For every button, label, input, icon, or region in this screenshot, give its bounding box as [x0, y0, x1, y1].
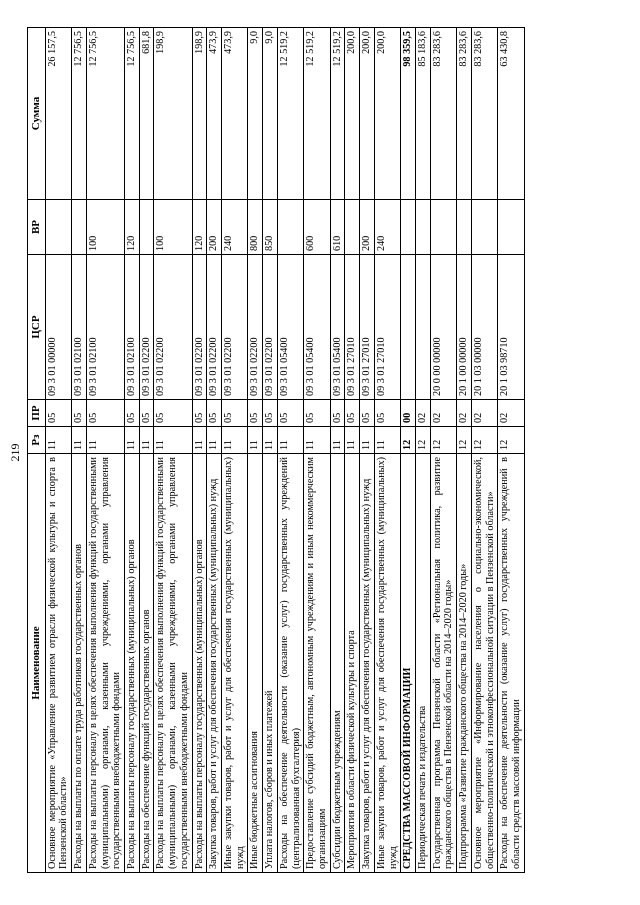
row-csr: 09 3 01 02200 [263, 255, 278, 400]
row-name: СРЕДСТВА МАССОВОЙ ИНФОРМАЦИИ [401, 454, 416, 873]
row-pr: 05 [360, 400, 375, 427]
row-pr: 05 [154, 400, 192, 427]
row-sum: 83 283,6 [471, 28, 497, 200]
row-vr [498, 200, 524, 255]
row-name: Периодическая печать и издательства [416, 454, 431, 873]
table-row [192, 28, 207, 873]
row-name: Расходы на выплаты персоналу государственных (муниципальных) органов [124, 454, 139, 873]
row-csr: 09 3 01 05400 [304, 255, 330, 400]
table-row [72, 28, 87, 873]
row-vr [45, 200, 71, 255]
row-pr: 05 [263, 400, 278, 427]
row-sum: 473,9 [207, 28, 222, 200]
row-vr: 120 [192, 200, 207, 255]
row-sum: 200,0 [345, 28, 360, 200]
table-row [401, 28, 416, 873]
row-name: Иные закупки товаров, работ и услуг для обеспечения государственных (муниципальных) нужд [221, 454, 247, 873]
row-csr: 09 3 01 00000 [45, 255, 71, 400]
row-sum: 200,0 [374, 28, 400, 200]
row-name: Мероприятия в области физической культуры и спорта [345, 454, 360, 873]
table-row [263, 28, 278, 873]
row-csr: 20 1 03 00000 [471, 255, 497, 400]
table-row [45, 28, 71, 873]
row-name: Уплата налогов, сборов и иных платежей [263, 454, 278, 873]
row-vr [345, 200, 360, 255]
row-sum: 9,0 [263, 28, 278, 200]
row-rz: 11 [207, 427, 222, 454]
row-vr [430, 200, 456, 255]
header-csr: ЦСР [28, 255, 46, 400]
row-name: Закупка товаров, работ и услуг для обеспечения государственных (муниципальных) нужд [207, 454, 222, 873]
table-row [430, 28, 456, 873]
row-sum: 12 519,2 [277, 28, 303, 200]
row-vr [471, 200, 497, 255]
row-pr: 05 [86, 400, 124, 427]
row-sum: 63 430,8 [498, 28, 524, 200]
row-pr: 05 [374, 400, 400, 427]
row-vr: 800 [248, 200, 263, 255]
row-csr: 09 3 01 27010 [374, 255, 400, 400]
row-csr: 09 3 01 02200 [192, 255, 207, 400]
row-pr: 02 [416, 400, 431, 427]
row-csr: 09 3 01 27010 [360, 255, 375, 400]
row-csr: 09 3 01 05400 [330, 255, 345, 400]
table-row [330, 28, 345, 873]
row-pr: 02 [430, 400, 456, 427]
row-name: Основное мероприятие «Информирование населения о социально-экономической, общественно-политической и этноконфессиональной ситуации в Пензенской области» [471, 454, 497, 873]
row-name: Расходы на обеспечение деятельности (оказание услуг) государственных учреждений в области средств массовой информации [498, 454, 524, 873]
row-name: Подпрограмма «Развитие гражданского общества на 2014–2020 годы» [457, 454, 472, 873]
row-rz: 12 [416, 427, 431, 454]
row-rz: 11 [248, 427, 263, 454]
row-name: Расходы на выплаты персоналу государственных (муниципальных) органов [192, 454, 207, 873]
row-pr: 05 [192, 400, 207, 427]
row-rz: 11 [45, 427, 71, 454]
row-vr [277, 200, 303, 255]
row-csr: 09 3 01 02200 [207, 255, 222, 400]
header-sum: Сумма [28, 28, 46, 200]
row-rz: 11 [124, 427, 139, 454]
row-rz: 11 [192, 427, 207, 454]
row-name: Расходы на выплаты персоналу в целях обеспечения выполнения функций государственными (муниципальными) органами, казенными учреждениями, органами управления государственными внебюджетными фондами [154, 454, 192, 873]
row-pr: 02 [471, 400, 497, 427]
header-name: Наименование [28, 454, 46, 873]
row-vr: 100 [86, 200, 124, 255]
row-name: Иные бюджетные ассигнования [248, 454, 263, 873]
page-number: 219 [8, 443, 22, 462]
row-pr: 05 [139, 400, 154, 427]
row-csr: 20 1 03 98710 [498, 255, 524, 400]
row-vr: 100 [154, 200, 192, 255]
row-name: Субсидии бюджетным учреждениям [330, 454, 345, 873]
table-row [86, 28, 124, 873]
row-pr: 00 [401, 400, 416, 427]
table-row [277, 28, 303, 873]
row-sum: 12 756,5 [72, 28, 87, 200]
row-pr: 05 [221, 400, 247, 427]
row-csr: 09 3 01 02200 [139, 255, 154, 400]
row-csr: 09 3 01 02200 [221, 255, 247, 400]
row-rz: 11 [345, 427, 360, 454]
row-rz: 11 [304, 427, 330, 454]
table-row [457, 28, 472, 873]
row-pr: 05 [207, 400, 222, 427]
header-vr: ВР [28, 200, 46, 255]
row-name: Основное мероприятие «Управление развитием отрасли физической культуры и спорта в Пензенской области» [45, 454, 71, 873]
table-row [374, 28, 400, 873]
row-name: Предоставление субсидий бюджетным, автономным учреждениям и иным некоммерческим организациям [304, 454, 330, 873]
row-name: Расходы на обеспечение функций государственных органов [139, 454, 154, 873]
row-rz: 12 [457, 427, 472, 454]
row-sum: 12 756,5 [124, 28, 139, 200]
row-rz: 11 [139, 427, 154, 454]
row-rz: 11 [374, 427, 400, 454]
row-rz: 11 [221, 427, 247, 454]
row-vr [401, 200, 416, 255]
row-pr: 05 [72, 400, 87, 427]
budget-table [27, 27, 525, 873]
row-sum: 83 283,6 [430, 28, 456, 200]
row-rz: 12 [498, 427, 524, 454]
row-csr: 09 3 01 02200 [154, 255, 192, 400]
row-pr: 05 [330, 400, 345, 427]
row-vr: 240 [374, 200, 400, 255]
row-pr: 02 [457, 400, 472, 427]
table-row [221, 28, 247, 873]
row-rz: 11 [263, 427, 278, 454]
row-rz: 11 [360, 427, 375, 454]
row-vr: 850 [263, 200, 278, 255]
row-csr: 09 3 01 02100 [86, 255, 124, 400]
row-rz: 11 [72, 427, 87, 454]
row-csr [401, 255, 416, 400]
row-rz: 11 [330, 427, 345, 454]
row-rz: 11 [154, 427, 192, 454]
table-row [207, 28, 222, 873]
row-vr: 120 [124, 200, 139, 255]
row-rz: 11 [86, 427, 124, 454]
row-csr: 20 1 00 00000 [457, 255, 472, 400]
row-pr: 05 [124, 400, 139, 427]
row-vr [457, 200, 472, 255]
row-rz: 12 [430, 427, 456, 454]
row-sum: 198,9 [192, 28, 207, 200]
row-sum: 473,9 [221, 28, 247, 200]
row-pr: 05 [345, 400, 360, 427]
row-vr: 200 [207, 200, 222, 255]
table-row [248, 28, 263, 873]
row-csr: 09 3 01 27010 [345, 255, 360, 400]
row-sum: 12 519,2 [330, 28, 345, 200]
row-vr [416, 200, 431, 255]
row-vr: 200 [360, 200, 375, 255]
row-vr [139, 200, 154, 255]
row-vr [72, 200, 87, 255]
row-csr: 20 0 00 00000 [430, 255, 456, 400]
row-sum: 12 756,5 [86, 28, 124, 200]
header-row [28, 28, 46, 873]
table-row [360, 28, 375, 873]
row-pr: 05 [45, 400, 71, 427]
row-csr: 09 3 01 05400 [277, 255, 303, 400]
row-sum: 26 157,5 [45, 28, 71, 200]
row-name: Расходы на выплаты по оплате труда работников государственных органов [72, 454, 87, 873]
row-vr: 600 [304, 200, 330, 255]
row-name: Закупка товаров, работ и услуг для обеспечения государственных (муниципальных) нужд [360, 454, 375, 873]
row-name: Иные закупки товаров, работ и услуг для обеспечения государственных (муниципальных) нужд [374, 454, 400, 873]
row-sum: 9,0 [248, 28, 263, 200]
row-name: Расходы на выплаты персоналу в целях обеспечения выполнения функций государственными (муниципальными) органами, казенными учреждениями, органами управления государственными внебюджетными фондами [86, 454, 124, 873]
row-rz: 11 [277, 427, 303, 454]
row-csr: 09 3 01 02100 [124, 255, 139, 400]
table-row [139, 28, 154, 873]
row-csr: 09 3 01 02200 [248, 255, 263, 400]
row-name: Расходы на обеспечение деятельности (оказание услуг) государственных учреждений (централизованная бухгалтерия) [277, 454, 303, 873]
row-pr: 05 [277, 400, 303, 427]
row-sum: 83 283,6 [457, 28, 472, 200]
row-sum: 12 519,2 [304, 28, 330, 200]
row-sum: 85 183,6 [416, 28, 431, 200]
row-sum: 681,8 [139, 28, 154, 200]
row-rz: 12 [401, 427, 416, 454]
row-sum: 98 359,5 [401, 28, 416, 200]
row-rz: 12 [471, 427, 497, 454]
header-rz: Рз [28, 427, 46, 454]
table-row [154, 28, 192, 873]
table-row [345, 28, 360, 873]
row-sum: 198,9 [154, 28, 192, 200]
row-csr: 09 3 01 02100 [72, 255, 87, 400]
table-row [416, 28, 431, 873]
row-vr: 610 [330, 200, 345, 255]
row-sum: 200,0 [360, 28, 375, 200]
table-row [498, 28, 524, 873]
row-pr: 02 [498, 400, 524, 427]
row-csr [416, 255, 431, 400]
row-pr: 05 [248, 400, 263, 427]
header-pr: ПР [28, 400, 46, 427]
row-name: Государственная программа Пензенской области «Региональная политика, развитие гражданского общества в Пензенской области на 2014–2020 годы» [430, 454, 456, 873]
row-vr: 240 [221, 200, 247, 255]
table-row [124, 28, 139, 873]
table-row [304, 28, 330, 873]
table-row [471, 28, 497, 873]
row-pr: 05 [304, 400, 330, 427]
